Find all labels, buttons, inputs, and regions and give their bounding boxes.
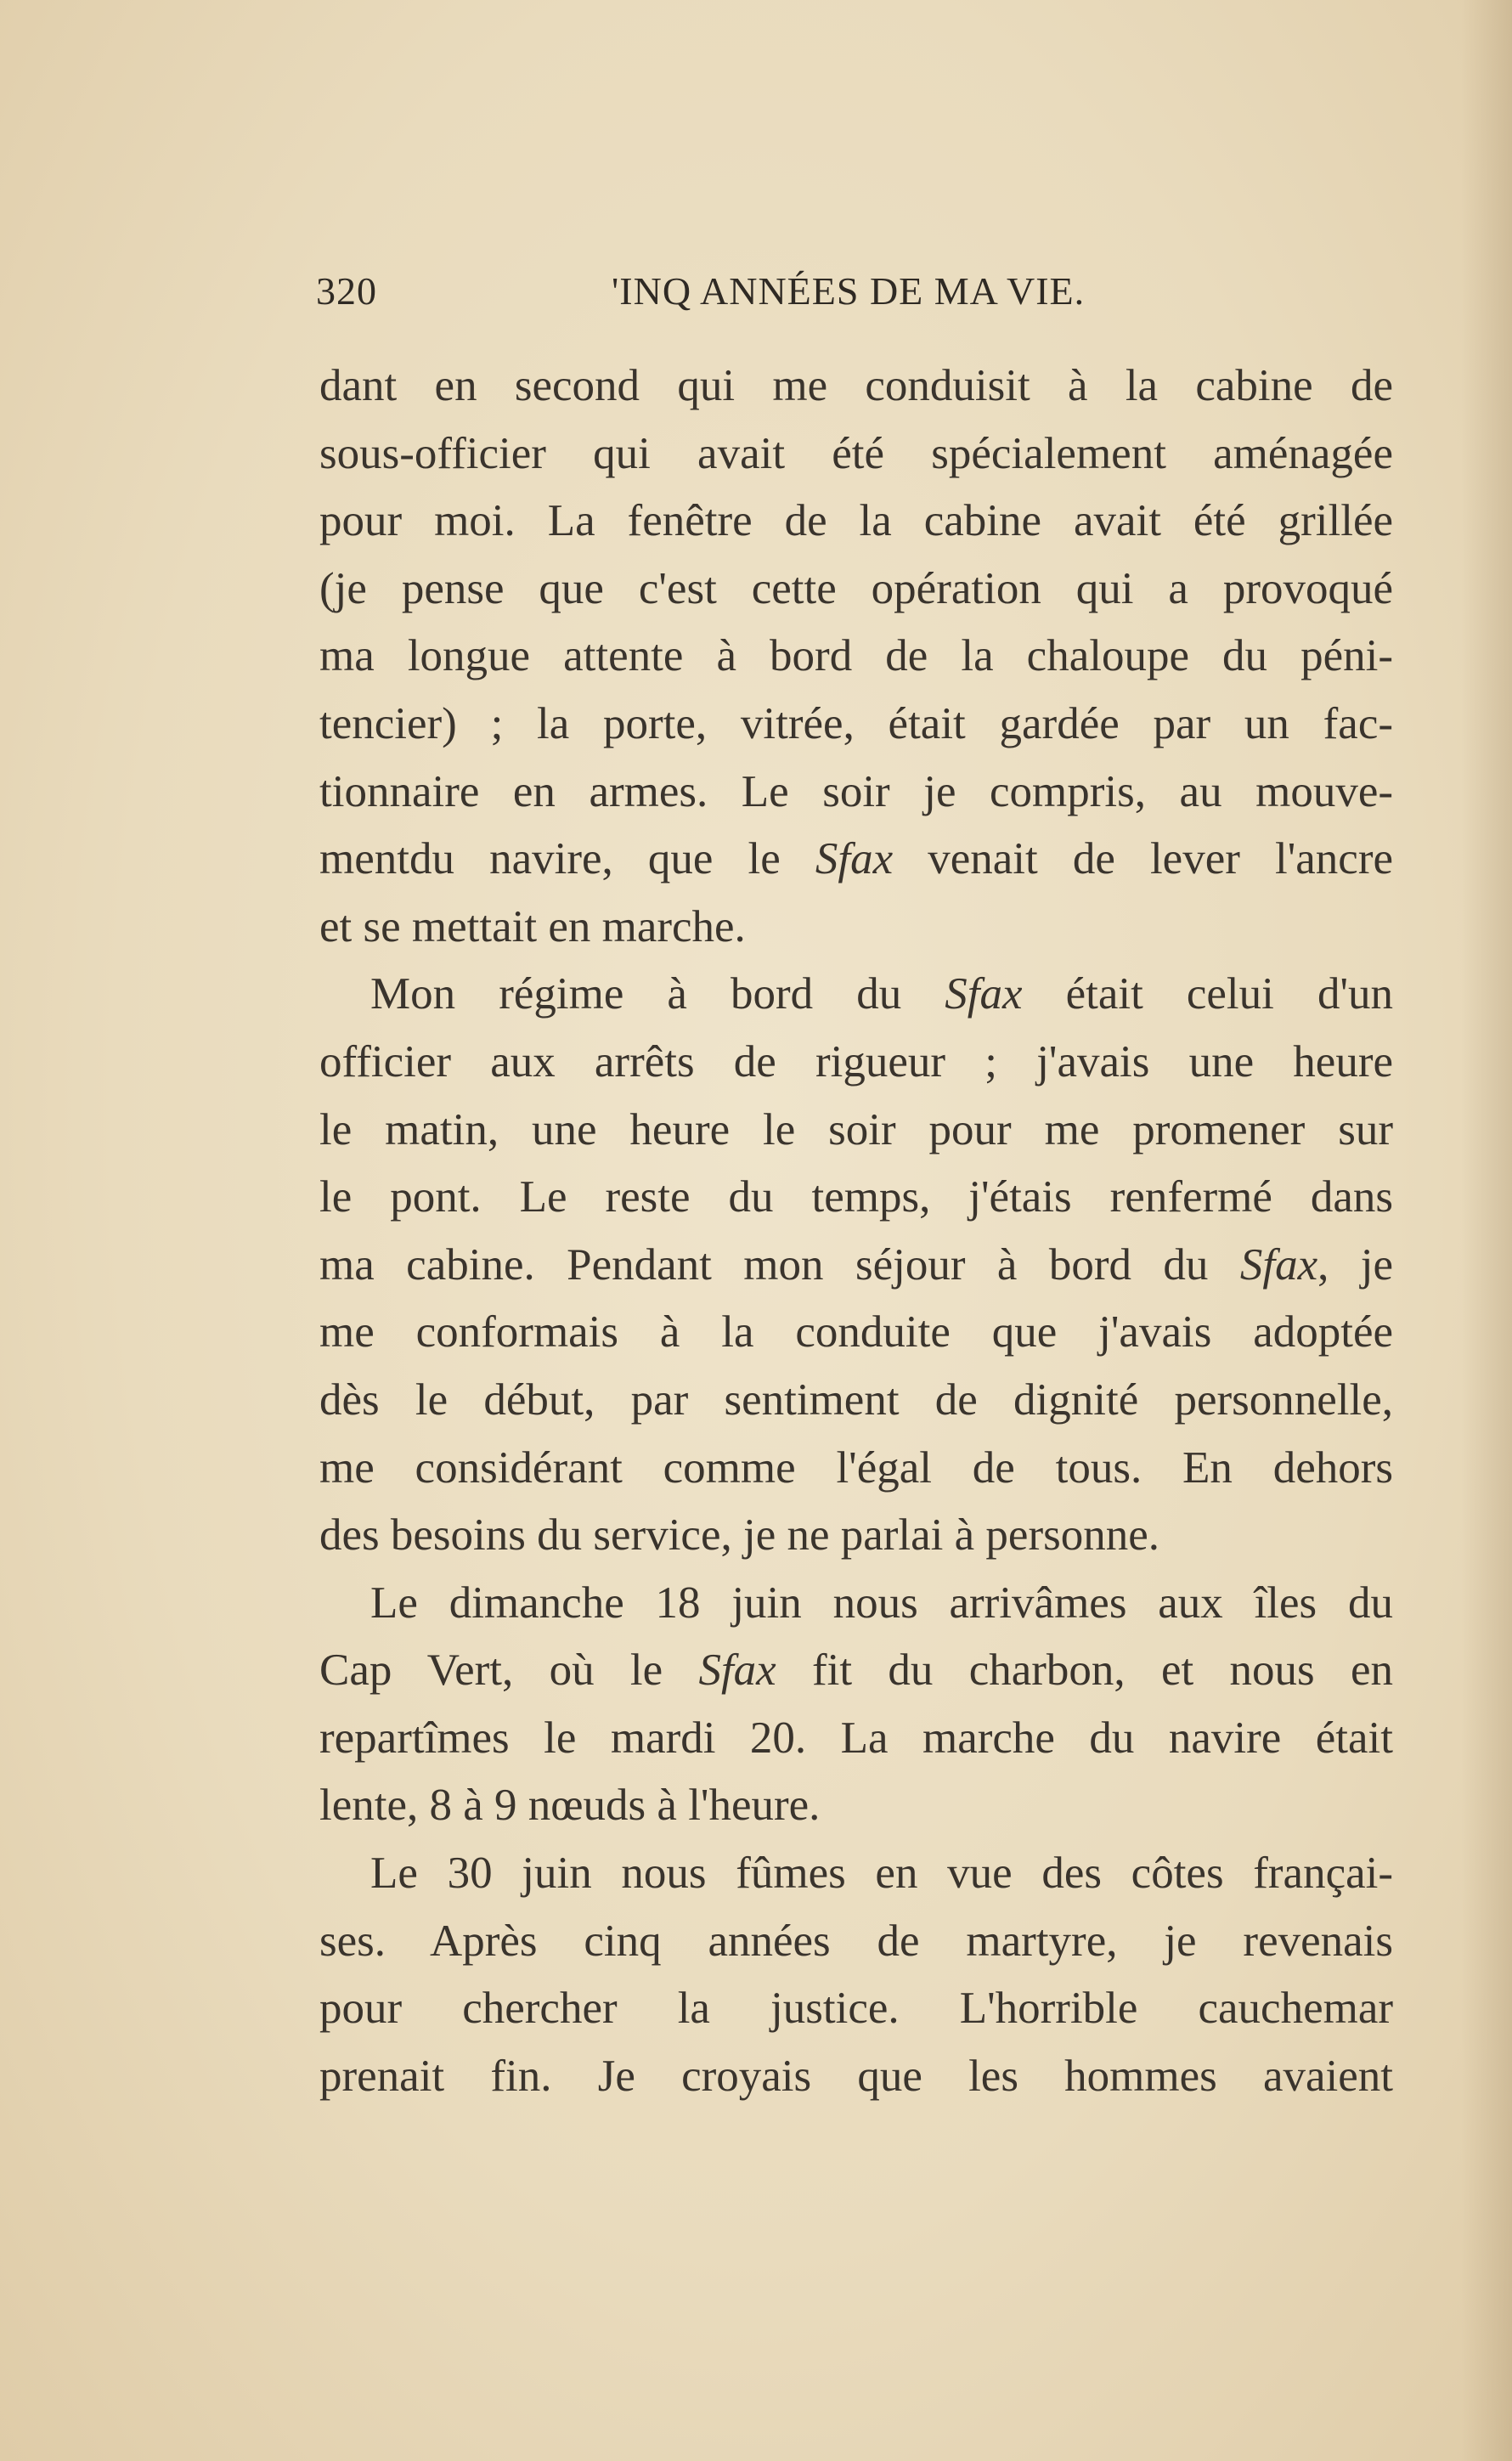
paragraph-start-line: Le dimanche 18 juin nous arrivâmes aux îles du <box>370 1578 1393 1628</box>
text-line: (je pense que c'est cette opération qui a provoqué <box>319 563 1393 613</box>
text-line: tionnaire en armes. Le soir je compris, au mouve- <box>319 766 1393 816</box>
text-segment: , je <box>1317 1239 1394 1290</box>
ship-name-italic: Sfax <box>1239 1239 1318 1290</box>
page-number: 320 <box>316 269 377 313</box>
text-line <box>319 1232 1393 1300</box>
text-line: me conformais à la conduite que j'avais adoptée <box>319 1307 1393 1358</box>
paragraph-end-line: lente, 8 à 9 nœuds à l'heure. <box>319 1781 821 1831</box>
text-line <box>319 826 1393 894</box>
ship-name-italic: Sfax <box>945 969 1023 1019</box>
text-segment: venait de lever l'ancre <box>893 834 1393 884</box>
text-line: pour moi. La fenêtre de la cabine avait été grillée <box>319 496 1393 546</box>
paragraph-end-line: des besoins du service, je ne parlai à personne. <box>319 1510 1159 1561</box>
text-line: ses. Après cinq années de martyre, je revenais <box>319 1916 1393 1966</box>
text-line: le matin, une heure le soir pour me promener sur <box>319 1104 1393 1154</box>
text-line: sous-officier qui avait été spécialement aménagée <box>319 428 1393 478</box>
running-title: 'INQ ANNÉES DE MA VIE. <box>612 269 1086 313</box>
text-segment: était celui d'un <box>1022 969 1393 1019</box>
body-text <box>319 353 1393 2110</box>
page-header <box>316 268 1395 319</box>
text-line: dant en second qui me conduisit à la cabine de <box>319 361 1393 410</box>
ship-name-italic: Sfax <box>698 1645 776 1696</box>
text-line: repartîmes le mardi 20. La marche du navire était <box>319 1713 1393 1763</box>
text-segment: mentdu navire, que le <box>319 834 815 884</box>
paragraph-start-line <box>319 961 1393 1029</box>
text-line: le pont. Le reste du temps, j'étais renfermé dans <box>319 1172 1393 1222</box>
paragraph-end-line: et se mettait en marche. <box>319 901 746 951</box>
text-line: tencier) ; la porte, vitrée, était gardée par un fac- <box>319 698 1393 748</box>
text-segment: Cap Vert, où le <box>319 1645 699 1696</box>
text-line: me considérant comme l'égal de tous. En dehors <box>319 1442 1393 1493</box>
text-line: pour chercher la justice. L'horrible cauchemar <box>319 1984 1393 2034</box>
page-edge-shadow <box>1461 0 1512 2461</box>
text-line: dès le début, par sentiment de dignité personnelle, <box>319 1374 1393 1425</box>
ship-name-italic: Sfax <box>815 834 894 884</box>
text-segment: ma cabine. Pendant mon séjour à bord du <box>319 1239 1240 1290</box>
text-line: prenait fin. Je croyais que les hommes avaient <box>319 2051 1393 2101</box>
text-line <box>319 1637 1393 1705</box>
text-segment: fit du charbon, et nous en <box>776 1645 1393 1696</box>
text-segment: Mon régime à bord du <box>370 969 945 1019</box>
paragraph-start-line: Le 30 juin nous fûmes en vue des côtes françai- <box>370 1849 1393 1899</box>
text-line: officier aux arrêts de rigueur ; j'avais une heure <box>319 1036 1393 1087</box>
text-line: ma longue attente à bord de la chaloupe du péni- <box>319 631 1393 681</box>
